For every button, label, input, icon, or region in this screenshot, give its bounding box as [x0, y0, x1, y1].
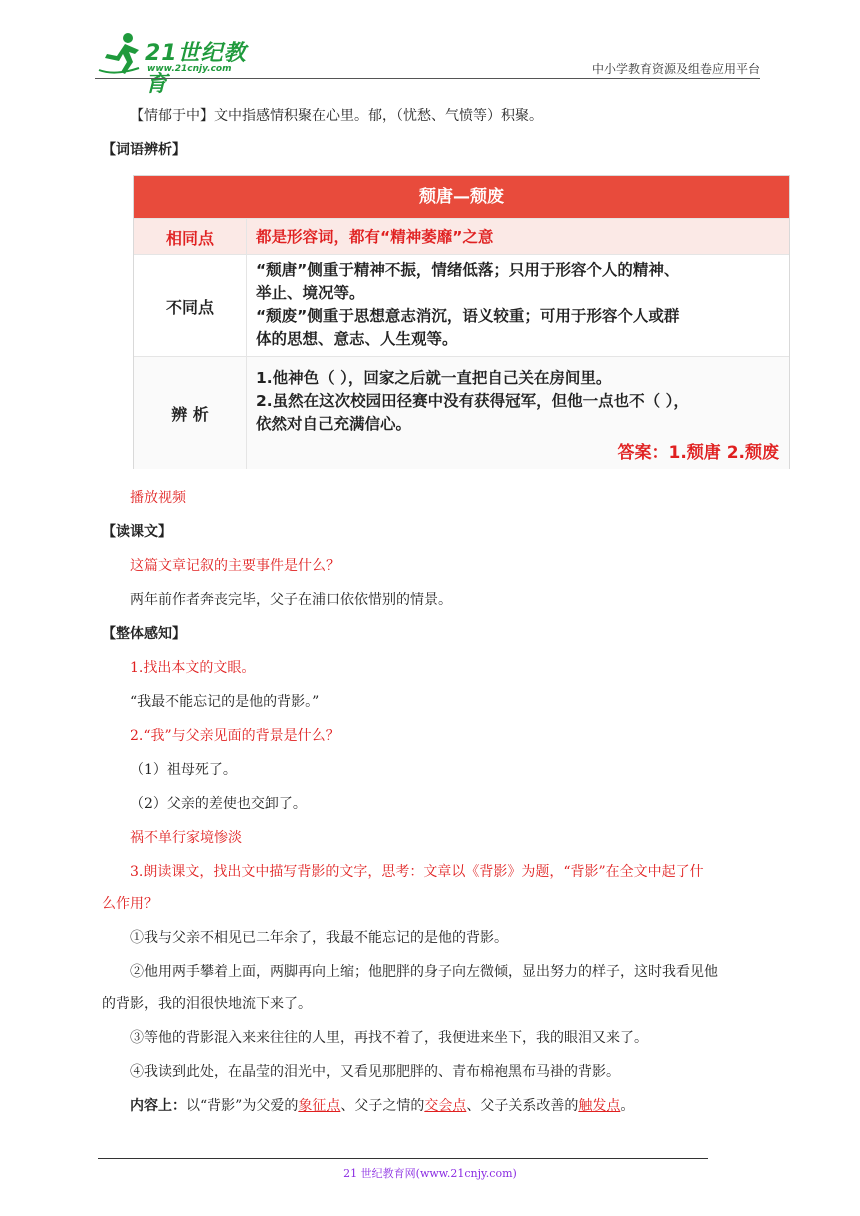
exercise-line-2: 2.虽然在这次校园田径赛中没有获得冠军，但他一点也不（ ），: [256, 392, 689, 410]
word-comparison-table: [133, 175, 790, 469]
diff-line-4: 体的思想、意志、人生观等。: [256, 330, 458, 348]
question-2: 2.“我”与父亲见面的背景是什么？: [130, 728, 340, 744]
quote-1: ①我与父亲不相见已二年余了，我最不能忘记的是他的背影。: [130, 930, 508, 946]
exercise-line-1: 1.他神色（ ），回家之后就一直把自己关在房间里。: [256, 369, 612, 387]
answer-1: “我最不能忘记的是他的背影。”: [130, 694, 320, 710]
summary-text-3: 、父子关系改善的: [466, 1098, 579, 1114]
row-text: 都是形容词，都有“精神萎靡”之意: [256, 228, 494, 246]
footer-divider: [98, 1158, 708, 1159]
table-row-similarity: [134, 218, 789, 255]
question-1: 1.找出本文的文眼。: [130, 660, 256, 676]
diff-line-3: “颓废”侧重于思想意志消沉，语义较重；可用于形容个人或群: [256, 307, 680, 325]
page-header: [95, 30, 760, 97]
quote-3: ③等他的背影混入来来往往的人里，再找不着了，我便进来坐下，我的眼泪又来了。: [130, 1030, 648, 1046]
logo-text: 21世纪教育: [145, 41, 247, 97]
logo-url: www.21cnjy.com: [147, 64, 232, 74]
diff-line-1: “颓唐”侧重于精神不振，情绪低落；只用于形容个人的精神、: [256, 261, 680, 279]
quote-4: ④我读到此处，在晶莹的泪光中，又看见那肥胖的、青布棉袍黑布马褂的背影。: [130, 1064, 620, 1080]
summary-text-4: 。: [620, 1098, 635, 1114]
content-summary-line: [130, 1096, 634, 1116]
diff-line-2: 举止、境况等。: [256, 284, 365, 302]
answer-text: 答案：1.颓唐 2.颓废: [617, 443, 779, 463]
header-divider: [95, 78, 760, 79]
question-3-line-1: 3.朗读课文，找出文中描写背影的文字，思考：文章以《背影》为题，“背影”在全文中起了什: [130, 864, 704, 880]
table-row-difference: [134, 254, 789, 357]
logo: [95, 30, 265, 97]
keyword-trigger-point: 触发点: [578, 1098, 621, 1114]
row-text: [256, 255, 783, 357]
exercise-line-3: 依然对自己充满信心。: [256, 415, 412, 433]
keyword-symbol-point: 象征点: [298, 1098, 341, 1114]
row-label: 辨 析: [134, 357, 247, 469]
answer-main-event: 两年前作者奔丧完毕，父子在浦口依依惜别的情景。: [130, 592, 452, 608]
section-heading-read-text: 【读课文】: [102, 524, 172, 540]
row-label: 相同点: [134, 219, 247, 255]
quote-2-line-2: 的背影，我的泪很快地流下来了。: [102, 996, 312, 1012]
question-main-event: 这篇文章记叙的主要事件是什么？: [130, 558, 340, 574]
answer-2-item-1: （1）祖母死了。: [130, 762, 237, 778]
row-label: 不同点: [134, 255, 247, 357]
play-video-link[interactable]: 播放视频: [130, 490, 186, 506]
content-label: 内容上：: [130, 1098, 186, 1114]
section-heading-word-analysis: 【词语辨析】: [102, 142, 186, 158]
section-heading-overall: 【整体感知】: [102, 626, 186, 642]
footer-text[interactable]: 21 世纪教育网(www.21cnjy.com): [343, 1167, 517, 1180]
answer-2-summary: 祸不单行家境惨淡: [130, 830, 242, 846]
header-platform-text: 中小学教育资源及组卷应用平台: [591, 62, 760, 76]
summary-text-2: 、父子之情的: [340, 1098, 425, 1114]
question-3-line-2: 么作用？: [102, 896, 158, 912]
keyword-meeting-point: 交会点: [424, 1098, 467, 1114]
definition-line: 【情郁于中】文中指感情积聚在心里。郁，（忧愁、气愤等）积聚。: [130, 108, 543, 124]
runner-logo-icon: [95, 30, 145, 78]
row-text: [256, 357, 783, 469]
quote-2-line-1: ②他用两手攀着上面，两脚再向上缩；他肥胖的身子向左微倾，显出努力的样子，这时我看见他: [130, 964, 718, 980]
table-row-exercise: [134, 356, 789, 469]
answer-2-item-2: （2）父亲的差使也交卸了。: [130, 796, 307, 812]
table-title: 颓唐—颓废: [134, 176, 789, 218]
summary-text-1: 以“背影”为父爱的: [186, 1098, 299, 1114]
